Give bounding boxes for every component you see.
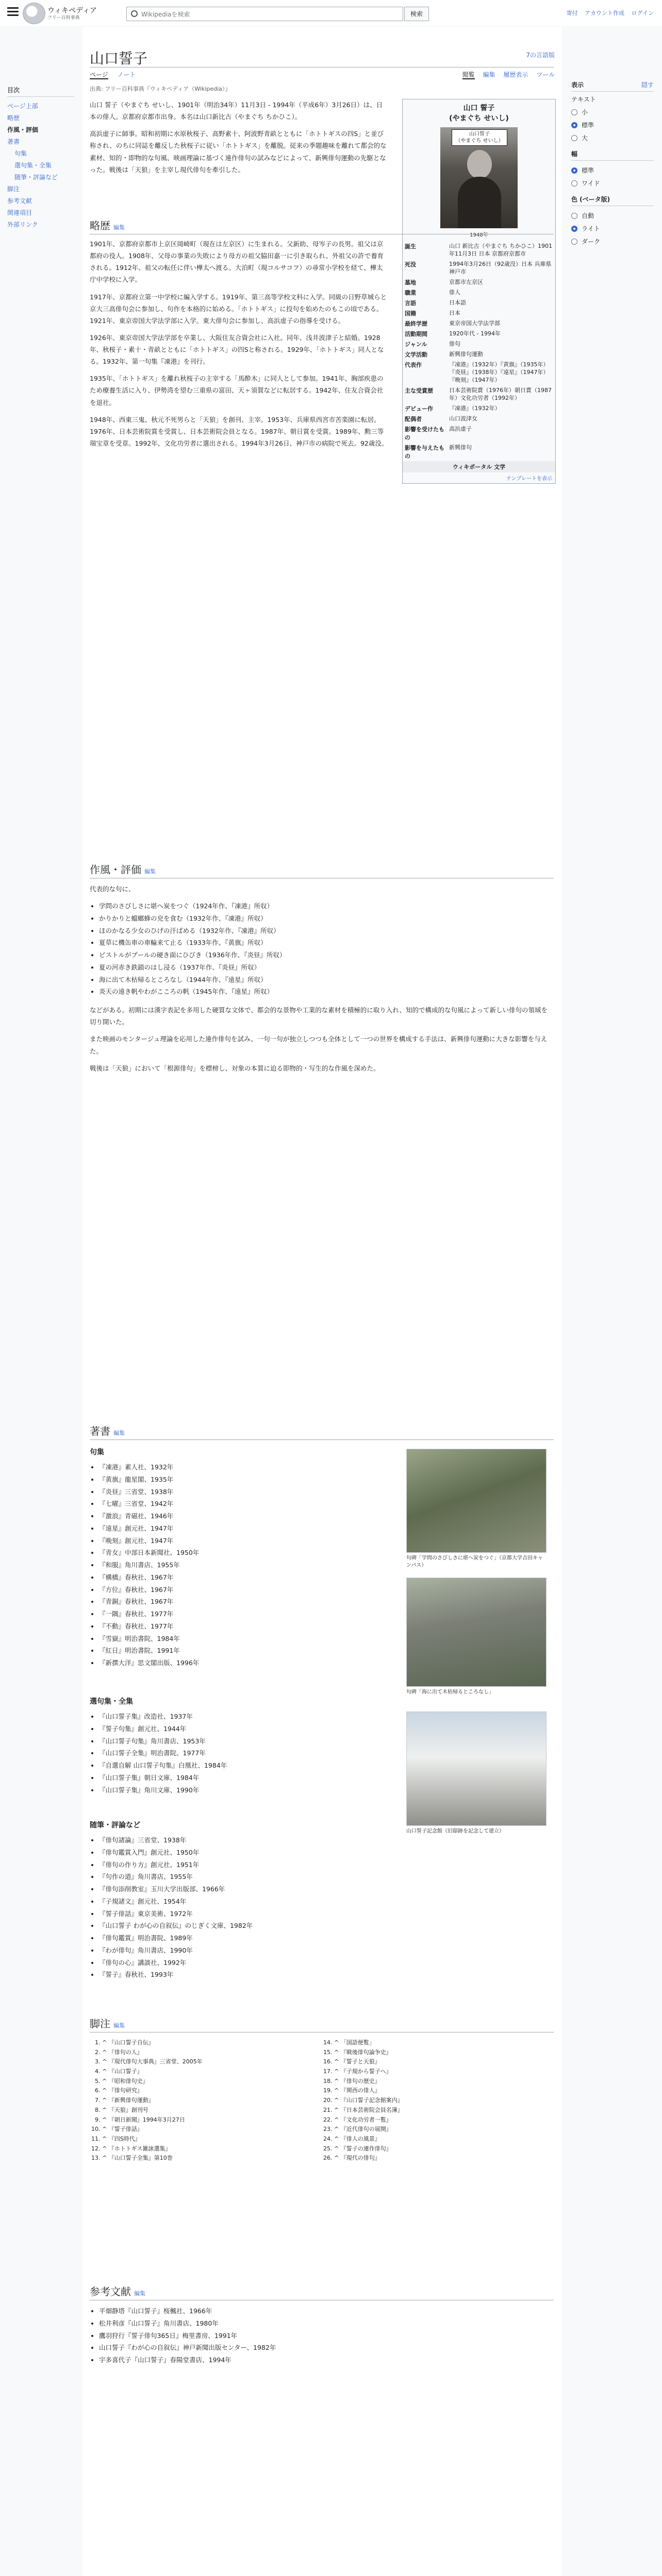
- footnote[interactable]: 8. ^ 『天狼』創刊号: [102, 2106, 322, 2115]
- appearance-panel: [571, 75, 654, 248]
- radio-icon: [571, 180, 577, 187]
- list-item: • 学問のさびしさに堪へ炭をつぐ（1924年作、『凍港』所収）: [99, 900, 554, 912]
- list-item: • 『方位』春秋社、1967年: [99, 1584, 378, 1596]
- footnote[interactable]: 21. ^ 『日本芸術院会員名簿』: [334, 2106, 554, 2115]
- list-item: • 『遠星』創元社、1947年: [99, 1522, 378, 1535]
- section-heading-bio: 略歴 編集: [90, 217, 554, 234]
- portal-link[interactable]: ウィキポータル 文学: [403, 461, 555, 472]
- infobox-key: 墓地: [405, 279, 416, 286]
- infobox-value: 1994年3月26日（92歳没）日本 兵庫県神戸市: [449, 260, 552, 276]
- site-subtitle: 出典: フリー百科事典『ウィキペディア（Wikipedia）』: [90, 86, 231, 92]
- list-item: • 海に出て木枯帰るところなし（1944年作、『遠星』所収）: [99, 974, 554, 986]
- list-item: • 『山口誓子集』朝日文庫、1984年: [99, 1772, 378, 1784]
- color-auto-option[interactable]: 自動: [571, 209, 654, 222]
- color-light-option[interactable]: ライト: [571, 222, 654, 235]
- reference-item: • 鷹羽狩行『誓子俳句365日』梅里書房、1991年: [99, 2330, 554, 2342]
- footnotes: [90, 2038, 554, 2163]
- page-title: 山口誓子: [90, 50, 148, 67]
- list-item: • 『構橋』春秋社、1967年: [99, 1571, 378, 1584]
- search-icon: [131, 10, 138, 17]
- text-small-option[interactable]: 小: [571, 106, 654, 118]
- edit-link[interactable]: 編集: [144, 868, 156, 875]
- template-link[interactable]: テンプレートを表示: [506, 476, 552, 482]
- infobox-key: ジャンル: [405, 341, 427, 348]
- footnote[interactable]: 20. ^ 『山口誓子記念館案内』: [334, 2096, 554, 2106]
- footnote[interactable]: 23. ^ 『近代俳句の展開』: [334, 2125, 554, 2134]
- main-menu-button[interactable]: [7, 7, 19, 16]
- footnote[interactable]: 19. ^ 『関西の俳人』: [334, 2086, 554, 2096]
- lead-section: [90, 99, 389, 181]
- list-item: • 『黄旗』龍星閣、1935年: [99, 1473, 378, 1486]
- article-body: [82, 27, 562, 2576]
- list-item: • 『山口誓子全集』明治書院、1977年: [99, 1747, 378, 1759]
- infobox-row: [403, 298, 555, 308]
- references: [90, 2305, 554, 2366]
- toc-item-works[interactable]: 著書: [7, 138, 20, 145]
- infobox-key: 誕生: [405, 243, 416, 250]
- list-item: • 『青銅』春秋社、1967年: [99, 1596, 378, 1608]
- list-item: • 『激浪』青磁社、1946年: [99, 1510, 378, 1522]
- photo-caption: 山口誓子記念館（旧邸跡を記念して建立）: [406, 1828, 504, 1834]
- style-paragraph: などがある。初期には漢字表記を多用した硬質な文体で、都会的な景物や工業的な素材を積極的に取り入れ、知的で構成的な句風によって新しい俳句の領域を切り開いた。: [90, 1006, 548, 1026]
- toc-item-haiku[interactable]: 句集: [14, 150, 27, 157]
- notable-haiku-list: [90, 900, 554, 998]
- list-item: • 『俳句添削教室』玉川大学出版部、1966年: [99, 1883, 378, 1895]
- list-item: • 『俳句鑑賞』明治書院、1989年: [99, 1932, 378, 1944]
- infobox-key: 配偶者: [405, 415, 422, 422]
- toc-item-external[interactable]: 外部リンク: [7, 221, 38, 228]
- footnote[interactable]: 3. ^ 『現代俳句大事典』三省堂、2005年: [102, 2057, 322, 2067]
- width-wide-option[interactable]: ワイド: [571, 177, 654, 190]
- infobox-row: [403, 287, 555, 298]
- language-button[interactable]: 7の言語版: [526, 52, 555, 59]
- infobox-value: 高浜虚子: [449, 425, 472, 432]
- infobox-title: 山口 誓子 (やまぐち せいし): [449, 104, 509, 123]
- edit-link[interactable]: 編集: [134, 2290, 145, 2297]
- infobox-key: 死没: [405, 261, 416, 268]
- list-item: • かりかりと蟷螂蜂の皃を食む（1932年作、『凍港』所収）: [99, 912, 554, 925]
- list-item: • 『わが俳句』角川書店、1990年: [99, 1944, 378, 1957]
- table-of-contents: [7, 86, 74, 230]
- text-standard-option[interactable]: 標準: [571, 118, 654, 131]
- list-item: • 『青女』中部日本新聞社、1950年: [99, 1547, 378, 1559]
- text-large-option[interactable]: 大: [571, 131, 654, 144]
- infobox-row: [403, 318, 555, 329]
- radio-icon: [571, 109, 577, 115]
- monument-photo-1[interactable]: [406, 1449, 547, 1553]
- list-item: • 炎天の遠き帆やわがこころの帆（1945年作、『遠星』所収）: [99, 986, 554, 998]
- tab-talk[interactable]: ノート: [117, 71, 136, 78]
- list-item: • 『和服』角川書店、1955年: [99, 1559, 378, 1571]
- search-input[interactable]: [126, 7, 403, 21]
- list-item: • 『紅日』明治書院、1991年: [99, 1645, 378, 1657]
- infobox-key: 代表作: [405, 361, 422, 368]
- haiku-books: [90, 1461, 378, 1669]
- infobox-value: 俳人: [449, 289, 460, 296]
- search-button[interactable]: 検索: [404, 7, 429, 21]
- subheading-haiku: 句集: [90, 1448, 104, 1456]
- infobox-key: 影響を与えたもの: [405, 444, 444, 460]
- style-section: [90, 883, 554, 1079]
- bio-paragraph: 1935年、「ホトトギス」を離れ秋桜子の主宰する「馬酔木」に同人として参加。1941年、胸部疾患のため療養生活に入り、伊勢湾を望む三重県の富田、天ヶ須賀などに転居する。1942年、住友合資会社を退社。: [90, 375, 384, 406]
- footnote[interactable]: 11. ^ 『四S時代』: [102, 2134, 322, 2144]
- edit-link[interactable]: 編集: [113, 2022, 125, 2029]
- list-item: • 『山口誓子句集』角川書店、1953年: [99, 1735, 378, 1748]
- infobox-key: 文学活動: [405, 351, 427, 358]
- color-dark-option[interactable]: ダーク: [571, 235, 654, 248]
- section-heading-refs: 参考文献 編集: [90, 2283, 554, 2300]
- reference-item: • 松井利彦『山口誓子』角川書店、1980年: [99, 2317, 554, 2330]
- footnote[interactable]: 22. ^ 『文化功労者一覧』: [334, 2115, 554, 2125]
- section-heading-notes: 脚注 編集: [90, 2015, 554, 2032]
- list-item: • 『晩刻』創元社、1947年: [99, 1535, 378, 1547]
- toc-item-style[interactable]: 作風・評価: [7, 126, 39, 133]
- list-item: • 『凍港』素人社、1932年: [99, 1461, 378, 1473]
- infobox-value: 日本語: [449, 299, 466, 306]
- width-label: 幅: [571, 149, 654, 161]
- infobox-value: 京都市左京区: [449, 278, 483, 285]
- footnote[interactable]: 17. ^ 『子規から誓子へ』: [334, 2067, 554, 2077]
- infobox-key: 活動期間: [405, 330, 427, 337]
- list-item: • ピストルがプールの硬き面にひびき（1936年作、『炎昼』所収）: [99, 949, 554, 961]
- infobox-row: [403, 403, 555, 414]
- infobox-key: 国籍: [405, 310, 416, 317]
- list-item: • 『俳句諸論』三省堂、1938年: [99, 1834, 378, 1846]
- memorial-hall-photo[interactable]: [406, 1711, 547, 1826]
- list-item: • 夏草に機缶車の車輪来て止る（1933年作、『黄旗』所収）: [99, 937, 554, 949]
- infobox-value: 山口波津女: [449, 415, 477, 422]
- list-item: • 『子規諸文』創元社、1954年: [99, 1895, 378, 1908]
- infobox-value: 東京帝国大学法学部: [449, 319, 500, 327]
- hide-button[interactable]: 隠す: [641, 81, 654, 89]
- bio-paragraph: 1948年、西東三鬼、秋元不死男らと「天狼」を創刊、主宰。1953年、兵庫県西宮市苦楽園に転居。1976年、日本芸術院賞を受賞し、日本芸術院会員となる。1987年、朝日賞を受賞。1989年、勲三等瑞宝章を受章。1992年、文化功労者に選出される。1994年3月26日、神戸市の病院で死去。92歳没。: [90, 415, 388, 447]
- section-heading-works: 著書 編集: [90, 1423, 554, 1440]
- infobox-row: [403, 339, 555, 349]
- toc-item-essays[interactable]: 随筆・評論など: [14, 174, 58, 181]
- infobox-row: [403, 349, 555, 360]
- footnote[interactable]: 25. ^ 『誓子の連作俳句』: [334, 2144, 554, 2154]
- toc-title: 目次: [7, 86, 74, 97]
- subheading-essays: 随筆・評論など: [90, 1821, 140, 1829]
- infobox-key: 主な受賞歴: [405, 387, 433, 394]
- radio-selected-icon: [571, 122, 577, 128]
- list-item: • 『俳句の心』講談社、1992年: [99, 1957, 378, 1969]
- reference-item: • 平畑静塔『山口誓子』桜楓社、1966年: [99, 2305, 554, 2317]
- footnote[interactable]: 12. ^ 『ホトトギス雑詠選集』: [102, 2144, 322, 2154]
- list-item: • 『俳句の作り方』創元社、1951年: [99, 1859, 378, 1871]
- footnote[interactable]: 2. ^ 『俳句の人』: [102, 2048, 322, 2058]
- infobox-value: 日本: [449, 309, 460, 316]
- style-paragraph: 戦後は「天狼」において「根源俳句」を標榜し、対象の本質に迫る即物的・写生的な作風を深めた。: [90, 1064, 380, 1072]
- tab-read[interactable]: 閲覧: [462, 71, 475, 78]
- login-link[interactable]: ログイン: [631, 10, 654, 16]
- namespace-tabs: [90, 70, 143, 79]
- infobox-row: [403, 424, 555, 443]
- footnote[interactable]: 4. ^ 『山口誓子』: [102, 2067, 322, 2077]
- photo-caption: 句碑「学問のさびしさに堪へ炭をつぐ」（京都大学吉田キャンパス）: [406, 1555, 543, 1568]
- bio-section: [90, 238, 389, 454]
- infobox-row: [403, 277, 555, 287]
- infobox-value: 山口 新比古（やまぐち ちかひこ）1901年11月3日 日本 京都府京都市: [449, 243, 552, 258]
- infobox-value: 新興俳句運動: [449, 350, 483, 358]
- lead-paragraph: 山口 誓子（やまぐち せいし、1901年（明治34年）11月3日 - 1994年（平成6年）3月26日）は、日本の俳人。京都府京都市出身。本名は山口新比古（やまぐち ちかひこ）。: [90, 101, 383, 121]
- radio-icon: [571, 213, 577, 219]
- footnote[interactable]: 24. ^ 『俳人の風景』: [334, 2134, 554, 2144]
- monument-photo-2[interactable]: [406, 1578, 547, 1687]
- infobox-table: [403, 241, 555, 461]
- search-placeholder: Wikipediaを検索: [141, 11, 190, 18]
- list-item: • 『句作の道』角川書店、1955年: [99, 1871, 378, 1883]
- infobox-key: 最終学歴: [405, 320, 427, 327]
- toc-item-bio[interactable]: 略歴: [7, 114, 20, 122]
- toc-item-top[interactable]: ページ上部: [7, 103, 38, 110]
- footnote[interactable]: 15. ^ 『戦後俳句論争史』: [334, 2048, 554, 2058]
- tab-edit[interactable]: 編集: [483, 71, 495, 78]
- list-item: • 『炎昼』三省堂、1938年: [99, 1486, 378, 1498]
- footnote[interactable]: 7. ^ 『新興俳句運動』: [102, 2096, 322, 2106]
- edit-link[interactable]: 編集: [113, 1430, 125, 1436]
- reference-item: • 宇多喜代子『山口誓子』春陽堂書店、1994年: [99, 2354, 554, 2366]
- infobox-row: [403, 259, 555, 277]
- infobox-value: 俳句: [449, 340, 460, 347]
- toc-item-selections[interactable]: 選句集・全集: [14, 162, 52, 169]
- radio-selected-icon: [571, 226, 577, 232]
- infobox-value: 『凍港』（1932年）『黄旗』（1935年）『炎昼』（1938年）『遠星』（1947年）『晩刻』（1947年）: [449, 361, 549, 384]
- photo-caption: 1948年: [470, 232, 488, 238]
- list-item: • 『誓子俳話』東京美術、1972年: [99, 1908, 378, 1920]
- footnote[interactable]: 9. ^ 『朝日新聞』1994年3月27日: [102, 2115, 322, 2125]
- create-account-link[interactable]: アカウント作成: [585, 10, 625, 16]
- footnote[interactable]: 6. ^ 『俳句研究』: [102, 2086, 322, 2096]
- list-item: • 『山口誓子集』角川文庫、1990年: [99, 1784, 378, 1797]
- photo-name-tag: 山口誓子 （やまぐち せいし）: [452, 129, 507, 146]
- infobox-row: [403, 360, 555, 385]
- infobox-value: 新興俳句: [449, 444, 472, 451]
- section-heading-style: 作風・評価 編集: [90, 861, 554, 878]
- infobox-row: [403, 308, 555, 318]
- text-size-label: テキスト: [571, 96, 596, 103]
- infobox-value: 日本芸術院賞（1976年）朝日賞（1987年）文化功労者（1992年）: [449, 386, 552, 402]
- reference-item: • 山口誓子『わが心の自叙伝』神戸新聞出版センター、1982年: [99, 2342, 554, 2354]
- logo-subtitle: フリー百科事典: [47, 15, 80, 21]
- personal-tools: [561, 9, 654, 17]
- top-header: [0, 0, 662, 26]
- bio-paragraph: 1901年、京都府京都市上京区岡崎町（現在は左京区）に生まれる。父新助、母岑子の長男。祖父は京都府の役人。1908年、父母の事業の失敗により母方の祖父脇田嘉一に引き取られ、外祖父の許で養育される。1912年、祖父の転任に伴い樺太へ渡る。大泊町（現コルサコフ）の尋常小学校を経て、樺太庁中学校に入学。: [90, 240, 384, 284]
- portrait-photo[interactable]: [440, 127, 518, 228]
- infobox-row: [403, 414, 555, 424]
- tab-tools[interactable]: ツール: [536, 71, 555, 78]
- subheading-selections: 選句集・全集: [90, 1698, 133, 1706]
- infobox-value: 1920年代 - 1994年: [449, 330, 501, 337]
- list-item: • 『山口誓子 わが心の自叙伝』のじぎく文庫、1982年: [99, 1920, 378, 1932]
- width-standard-option[interactable]: 標準: [571, 164, 654, 177]
- tab-page[interactable]: ページ: [90, 71, 108, 78]
- tab-history[interactable]: 履歴表示: [503, 71, 528, 78]
- style-paragraph: また映画のモンタージュ理論を応用した連作俳句を試み、一句一句が独立しつつも全体として一つの世界を構成する手法は、新興俳句運動に大きな影響を与えた。: [90, 1035, 548, 1055]
- selection-books: [90, 1710, 378, 1796]
- infobox-key: 影響を受けたもの: [405, 426, 444, 441]
- infobox-row: [403, 241, 555, 259]
- infobox-key: 言語: [405, 299, 416, 307]
- footnote[interactable]: 5. ^ 『昭和俳句史』: [102, 2077, 322, 2087]
- toc-item-related[interactable]: 関連項目: [7, 209, 32, 216]
- list-item: • 夏の河赤き鉄鎖のはし浸る（1937年作、『炎昼』所収）: [99, 961, 554, 974]
- style-intro: 代表的な句に、: [90, 885, 135, 893]
- bio-paragraph: 1917年、京都府立第一中学校に編入学する。1919年、第三高等学校文科に入学。同級の日野草城らと京大三高俳句会に参加し、句作を本格的に始める。「ホトトギス」に投句を始めたのもこの頃である。1921年、東京帝国大学法学部に入学。東大俳句会に参加し、高浜虚子の指導を受ける。: [90, 293, 387, 325]
- edit-link[interactable]: 編集: [113, 224, 125, 231]
- color-label: 色 (ベータ版): [571, 195, 654, 206]
- appearance-title: 表示 隠す: [571, 80, 654, 92]
- logo-text[interactable]: ウィキペディア: [47, 7, 97, 15]
- bio-paragraph: 1926年、東京帝国大学法学部を卒業し、大阪住友合資会社に入社。同年、浅井波津子と結婚。1928年、秋桜子・素十・青畝とともに「ホトトギス」の四Sと称される。1929年、「ホトトギス」同人となる。1932年、第一句集『凍港』を刊行。: [90, 333, 384, 366]
- infobox-row: [403, 385, 555, 403]
- footnote[interactable]: 1. ^ 『山口誓子自伝』: [102, 2038, 322, 2048]
- donate-link[interactable]: 寄付: [566, 10, 578, 16]
- footnote[interactable]: 13. ^ 『山口誓子全集』第10巻: [102, 2154, 322, 2163]
- list-item: • 『七曜』三省堂、1942年: [99, 1498, 378, 1510]
- list-item: • 『一隅』春秋社、1977年: [99, 1608, 378, 1620]
- footnote[interactable]: 18. ^ 『俳句の歴史』: [334, 2077, 554, 2087]
- essay-books: [90, 1834, 378, 1981]
- list-item: • 『山口誓子集』改造社、1937年: [99, 1710, 378, 1723]
- list-item: • 『新撰大洋』思文閣出版、1996年: [99, 1657, 378, 1669]
- footnote[interactable]: 16. ^ 『誓子と天狼』: [334, 2057, 554, 2067]
- list-item: • 『不動』春秋社、1977年: [99, 1620, 378, 1633]
- infobox-row: [403, 329, 555, 339]
- view-tabs: [456, 70, 555, 79]
- infobox: [402, 99, 556, 484]
- infobox-key: デビュー作: [405, 405, 433, 412]
- list-item: • 『誓子』春秋社、1993年: [99, 1969, 378, 1981]
- list-item: • 『雪嶽』明治書院、1984年: [99, 1633, 378, 1645]
- toc-item-refs[interactable]: 参考文献: [7, 197, 32, 205]
- infobox-key: 職業: [405, 289, 416, 296]
- radio-icon: [571, 239, 577, 245]
- photo-caption: 句碑「海に出て木枯帰るところなし」: [406, 1689, 494, 1695]
- footnote[interactable]: 14. ^ 「国語便覧」: [334, 2038, 554, 2048]
- list-item: • ほのかなる少女のひげの汗ばめる（1932年作、『凍港』所収）: [99, 925, 554, 937]
- infobox-row: [403, 443, 555, 461]
- radio-selected-icon: [571, 167, 577, 174]
- footnote[interactable]: 10. ^ 『誓子俳話』: [102, 2125, 322, 2134]
- infobox-value: 『凍港』（1932年）: [449, 404, 501, 412]
- list-item: • 『自選自解 山口誓子句集』白凰社、1984年: [99, 1759, 378, 1772]
- lead-paragraph: 高浜虚子に師事。昭和初期に水原秋桜子、高野素十、阿波野青畝とともに「ホトトギスの四S」と並び称され、のちに同誌を離反した秋桜子に従い「ホトトギス」を離脱。従来の季題趣味を離れて都会的な素材、知的・即物的な句風、映画理論に基づく連作俳句の試みなどによって、新興俳句運動の先駆となった。戦後は「天狼」を主宰し現代俳句を牽引した。: [90, 130, 387, 174]
- list-item: • 『俳句鑑賞入門』創元社、1950年: [99, 1846, 378, 1859]
- radio-icon: [571, 135, 577, 141]
- toc-item-notes[interactable]: 脚注: [7, 185, 20, 193]
- list-item: • 『誓子句集』創元社、1944年: [99, 1723, 378, 1735]
- wikipedia-logo[interactable]: [23, 3, 45, 24]
- footnote[interactable]: 26. ^ 『現代の俳句』: [334, 2154, 554, 2163]
